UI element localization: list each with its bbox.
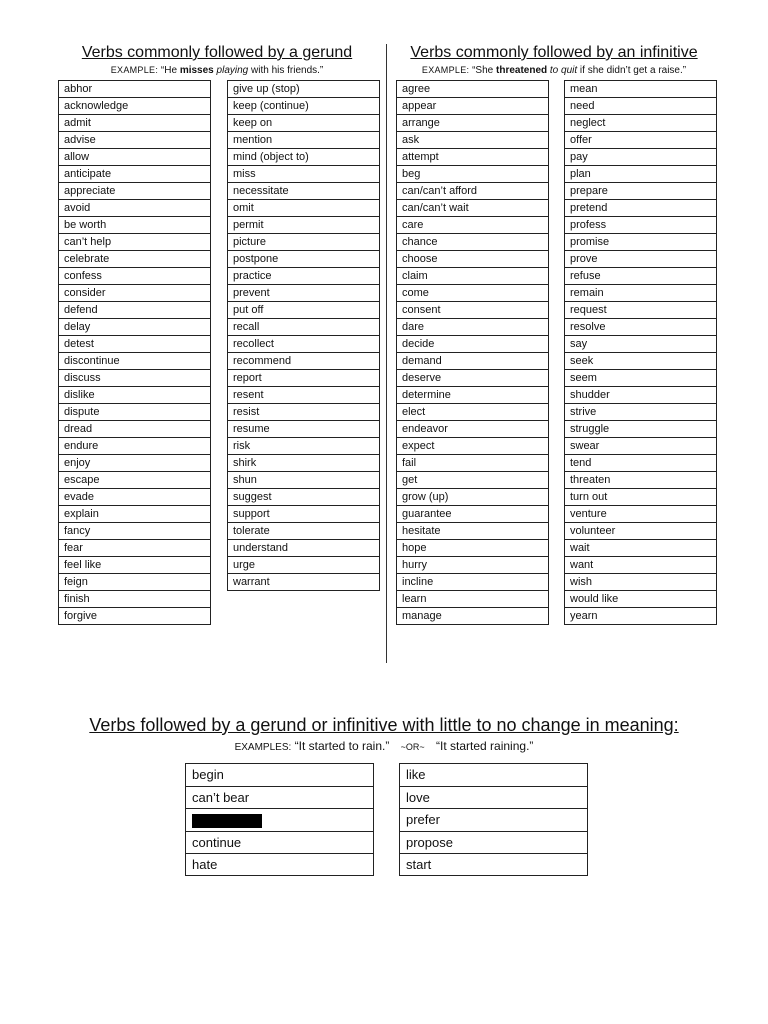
table-cell: plan (564, 165, 717, 182)
table-cell: strive (564, 403, 717, 420)
table-cell: keep on (227, 114, 380, 131)
table-cell: discontinue (58, 352, 211, 369)
table-cell: refuse (564, 267, 717, 284)
table-cell: appreciate (58, 182, 211, 199)
example-label: EXAMPLE: (421, 65, 470, 75)
table-cell: beg (396, 165, 549, 182)
table-cell: mention (227, 131, 380, 148)
table-cell: dare (396, 318, 549, 335)
table-cell: elect (396, 403, 549, 420)
example-label: EXAMPLE: (110, 65, 159, 75)
table-cell: keep (continue) (227, 97, 380, 114)
table-cell: be worth (58, 216, 211, 233)
table-cell: tend (564, 454, 717, 471)
table-cell: endure (58, 437, 211, 454)
table-cell: turn out (564, 488, 717, 505)
table-cell: dread (58, 420, 211, 437)
infinitive-column-2 (564, 80, 717, 625)
table-cell: tolerate (227, 522, 380, 539)
gerund-example (58, 65, 376, 76)
example-verb: threatened (496, 65, 548, 76)
table-cell: avoid (58, 199, 211, 216)
table-cell: can/can’t wait (396, 199, 549, 216)
gerund-column-2 (227, 80, 380, 591)
table-cell: need (564, 97, 717, 114)
table-cell: prevent (227, 284, 380, 301)
table-cell: necessitate (227, 182, 380, 199)
gerund-column-1 (58, 80, 211, 625)
table-cell: propose (399, 831, 588, 854)
table-cell: arrange (396, 114, 549, 131)
table-cell: consider (58, 284, 211, 301)
table-cell: get (396, 471, 549, 488)
table-cell: guarantee (396, 505, 549, 522)
table-cell: postpone (227, 250, 380, 267)
redaction-bar (192, 814, 262, 828)
example-rest: with his friends.” (248, 65, 324, 76)
table-cell: hesitate (396, 522, 549, 539)
table-cell: expect (396, 437, 549, 454)
example-verb: misses (179, 65, 214, 76)
table-cell: profess (564, 216, 717, 233)
both-column-2 (399, 763, 588, 876)
table-cell: admit (58, 114, 211, 131)
table-cell: support (227, 505, 380, 522)
table-cell: fail (396, 454, 549, 471)
table-cell: would like (564, 590, 717, 607)
table-cell: miss (227, 165, 380, 182)
table-cell: enjoy (58, 454, 211, 471)
table-cell: recall (227, 318, 380, 335)
table-cell: permit (227, 216, 380, 233)
table-cell: resent (227, 386, 380, 403)
example-quote-open: “She (472, 65, 496, 76)
table-cell: allow (58, 148, 211, 165)
both-column-1 (185, 763, 374, 876)
table-cell: delay (58, 318, 211, 335)
table-cell: urge (227, 556, 380, 573)
table-cell: omit (227, 199, 380, 216)
table-cell: discuss (58, 369, 211, 386)
table-cell: offer (564, 131, 717, 148)
table-cell: manage (396, 607, 549, 625)
table-cell: fancy (58, 522, 211, 539)
table-cell: seem (564, 369, 717, 386)
table-cell: choose (396, 250, 549, 267)
table-cell: come (396, 284, 549, 301)
infinitive-title: Verbs commonly followed by an infinitive (410, 44, 698, 61)
table-cell: neglect (564, 114, 717, 131)
table-cell: acknowledge (58, 97, 211, 114)
both-example (0, 739, 768, 753)
table-cell: prove (564, 250, 717, 267)
table-cell: hate (185, 853, 374, 876)
table-cell: shirk (227, 454, 380, 471)
table-cell: confess (58, 267, 211, 284)
table-cell: decide (396, 335, 549, 352)
table-cell: hope (396, 539, 549, 556)
example-quote-open: “He (160, 65, 180, 76)
table-cell: resolve (564, 318, 717, 335)
table-cell: request (564, 301, 717, 318)
table-cell: claim (396, 267, 549, 284)
table-cell: can/can’t afford (396, 182, 549, 199)
table-cell: shudder (564, 386, 717, 403)
table-cell: defend (58, 301, 211, 318)
table-cell: struggle (564, 420, 717, 437)
table-cell: risk (227, 437, 380, 454)
redacted-cell (185, 808, 374, 831)
table-cell: attempt (396, 148, 549, 165)
table-cell: resume (227, 420, 380, 437)
table-cell: celebrate (58, 250, 211, 267)
table-cell: can’t bear (185, 786, 374, 809)
table-cell: anticipate (58, 165, 211, 182)
table-cell: wish (564, 573, 717, 590)
table-cell: say (564, 335, 717, 352)
table-cell: explain (58, 505, 211, 522)
both-title: Verbs followed by a gerund or infinitive with little to no change in meaning: (89, 715, 679, 735)
infinitive-column-1 (396, 80, 549, 625)
table-cell: mind (object to) (227, 148, 380, 165)
table-cell: volunteer (564, 522, 717, 539)
table-cell: agree (396, 80, 549, 97)
table-cell: wait (564, 539, 717, 556)
column-divider (386, 44, 387, 663)
table-cell: give up (stop) (227, 80, 380, 97)
table-cell: deserve (396, 369, 549, 386)
example-target: playing (216, 65, 249, 76)
table-cell: evade (58, 488, 211, 505)
table-cell: demand (396, 352, 549, 369)
table-cell: remain (564, 284, 717, 301)
table-cell: pretend (564, 199, 717, 216)
table-cell: dispute (58, 403, 211, 420)
table-cell: advise (58, 131, 211, 148)
table-cell: feel like (58, 556, 211, 573)
table-cell: venture (564, 505, 717, 522)
table-cell: mean (564, 80, 717, 97)
table-cell: consent (396, 301, 549, 318)
example-second: “It started raining.” (436, 739, 534, 753)
table-cell: begin (185, 763, 374, 786)
table-cell: pay (564, 148, 717, 165)
table-cell: want (564, 556, 717, 573)
table-cell: put off (227, 301, 380, 318)
example-target: to quit (549, 65, 578, 76)
table-cell: forgive (58, 607, 211, 625)
table-cell: love (399, 786, 588, 809)
table-cell: appear (396, 97, 549, 114)
table-cell: swear (564, 437, 717, 454)
table-cell: grow (up) (396, 488, 549, 505)
table-cell: suggest (227, 488, 380, 505)
table-cell: like (399, 763, 588, 786)
table-cell: learn (396, 590, 549, 607)
table-cell: determine (396, 386, 549, 403)
example-label: EXAMPLES: (234, 742, 292, 753)
table-cell: threaten (564, 471, 717, 488)
table-cell: care (396, 216, 549, 233)
table-cell: prefer (399, 808, 588, 831)
table-cell: start (399, 853, 588, 876)
table-cell: hurry (396, 556, 549, 573)
table-cell: understand (227, 539, 380, 556)
table-cell: incline (396, 573, 549, 590)
table-cell: feign (58, 573, 211, 590)
table-cell: recommend (227, 352, 380, 369)
example-or: ~OR~ (400, 742, 425, 752)
table-cell: yearn (564, 607, 717, 625)
table-cell: recollect (227, 335, 380, 352)
table-cell: escape (58, 471, 211, 488)
table-cell: picture (227, 233, 380, 250)
table-cell: fear (58, 539, 211, 556)
table-cell: endeavor (396, 420, 549, 437)
table-cell: dislike (58, 386, 211, 403)
table-cell: warrant (227, 573, 380, 591)
table-cell: ask (396, 131, 549, 148)
table-cell: abhor (58, 80, 211, 97)
table-cell: prepare (564, 182, 717, 199)
table-cell: practice (227, 267, 380, 284)
example-first: “It started to rain.” (294, 739, 390, 753)
example-rest: if she didn’t get a raise.” (577, 65, 687, 76)
gerund-title: Verbs commonly followed by a gerund (81, 44, 353, 61)
table-cell: continue (185, 831, 374, 854)
table-cell: report (227, 369, 380, 386)
table-cell: shun (227, 471, 380, 488)
infinitive-example (396, 65, 712, 76)
table-cell: chance (396, 233, 549, 250)
table-cell: finish (58, 590, 211, 607)
table-cell: resist (227, 403, 380, 420)
table-cell: detest (58, 335, 211, 352)
table-cell: can’t help (58, 233, 211, 250)
table-cell: seek (564, 352, 717, 369)
table-cell: promise (564, 233, 717, 250)
